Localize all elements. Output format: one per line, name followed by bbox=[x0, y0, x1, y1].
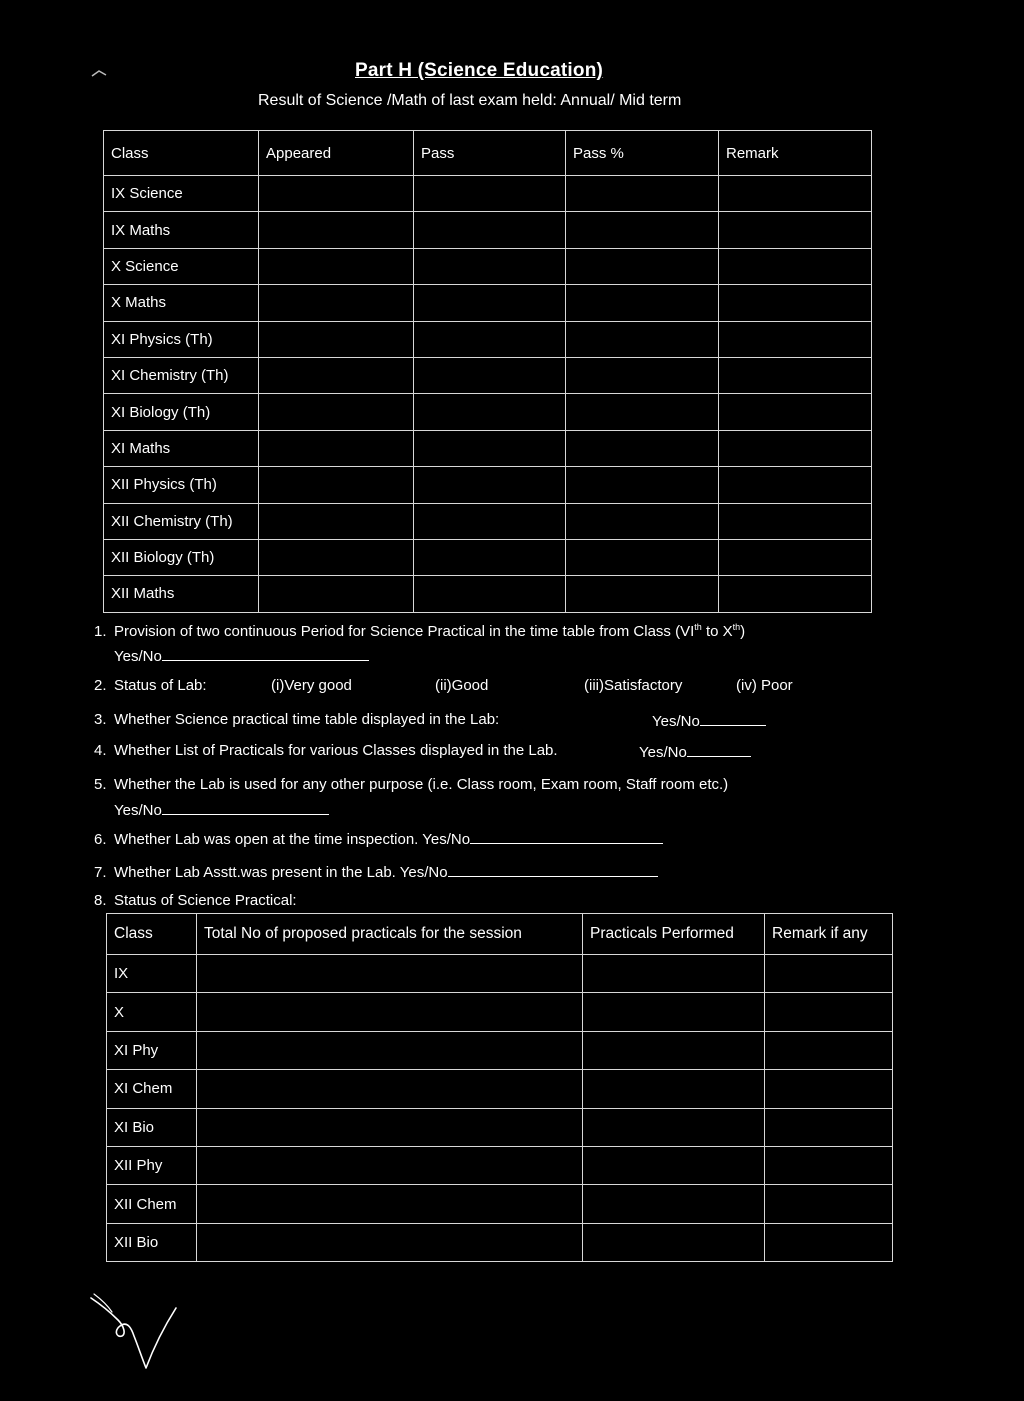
pass-percent-cell[interactable] bbox=[566, 357, 719, 393]
pass-cell[interactable] bbox=[414, 539, 566, 575]
table-row bbox=[107, 1146, 893, 1184]
row-class: XI Maths bbox=[104, 430, 259, 466]
remark-cell[interactable] bbox=[765, 1223, 893, 1261]
table-row bbox=[104, 357, 872, 393]
appeared-cell[interactable] bbox=[259, 394, 414, 430]
remark-cell[interactable] bbox=[765, 1185, 893, 1223]
question-3 bbox=[94, 711, 499, 728]
appeared-cell[interactable] bbox=[259, 321, 414, 357]
column-header-remark: Remark bbox=[719, 131, 872, 176]
question-8 bbox=[94, 892, 297, 909]
appeared-cell[interactable] bbox=[259, 503, 414, 539]
remark-cell[interactable] bbox=[765, 1146, 893, 1184]
table-row bbox=[104, 285, 872, 321]
performed-cell[interactable] bbox=[583, 1031, 765, 1069]
result-table bbox=[103, 130, 872, 613]
table-row bbox=[104, 394, 872, 430]
question-7 bbox=[94, 862, 658, 881]
appeared-cell[interactable] bbox=[259, 285, 414, 321]
pass-cell[interactable] bbox=[414, 503, 566, 539]
table-row bbox=[107, 993, 893, 1031]
pass-percent-cell[interactable] bbox=[566, 176, 719, 212]
question-number: 1. bbox=[94, 623, 107, 640]
appeared-cell[interactable] bbox=[259, 467, 414, 503]
performed-cell[interactable] bbox=[583, 1108, 765, 1146]
remark-cell[interactable] bbox=[765, 1108, 893, 1146]
total-proposed-cell[interactable] bbox=[197, 1031, 583, 1069]
total-proposed-cell[interactable] bbox=[197, 1108, 583, 1146]
row-class: XII Chem bbox=[107, 1185, 197, 1223]
column-header-pass: Pass bbox=[414, 131, 566, 176]
table-row bbox=[104, 176, 872, 212]
row-class: X bbox=[107, 993, 197, 1031]
total-proposed-cell[interactable] bbox=[197, 993, 583, 1031]
pass-percent-cell[interactable] bbox=[566, 248, 719, 284]
question-6 bbox=[94, 829, 663, 848]
table-row bbox=[104, 576, 872, 612]
column-header-class: Class bbox=[104, 131, 259, 176]
table-row bbox=[104, 248, 872, 284]
option-very-good[interactable]: (i)Very good bbox=[271, 677, 352, 694]
question-number: 2. bbox=[94, 677, 107, 694]
option-satisfactory[interactable]: (iii)Satisfactory bbox=[584, 677, 683, 694]
pass-percent-cell[interactable] bbox=[566, 430, 719, 466]
performed-cell[interactable] bbox=[583, 1185, 765, 1223]
table-row bbox=[104, 430, 872, 466]
pass-percent-cell[interactable] bbox=[566, 285, 719, 321]
row-class: XI Biology (Th) bbox=[104, 394, 259, 430]
question-1-text-b: to X bbox=[701, 623, 733, 640]
appeared-cell[interactable] bbox=[259, 357, 414, 393]
pass-cell[interactable] bbox=[414, 248, 566, 284]
total-proposed-cell[interactable] bbox=[197, 1185, 583, 1223]
remark-cell[interactable] bbox=[719, 248, 872, 284]
table-row bbox=[107, 955, 893, 993]
column-header-appeared: Appeared bbox=[259, 131, 414, 176]
option-poor[interactable]: (iv) Poor bbox=[736, 677, 793, 694]
total-proposed-cell[interactable] bbox=[197, 1223, 583, 1261]
option-good[interactable]: (ii)Good bbox=[435, 677, 489, 694]
remark-cell[interactable] bbox=[719, 212, 872, 248]
question-5-answer bbox=[114, 800, 329, 819]
performed-cell[interactable] bbox=[583, 1223, 765, 1261]
question-2 bbox=[94, 677, 207, 694]
row-class: IX Maths bbox=[104, 212, 259, 248]
handwritten-signature-icon bbox=[88, 1290, 198, 1380]
remark-cell[interactable] bbox=[719, 430, 872, 466]
superscript-th: th bbox=[732, 622, 741, 632]
performed-cell[interactable] bbox=[583, 993, 765, 1031]
table-row bbox=[104, 321, 872, 357]
performed-cell[interactable] bbox=[583, 1070, 765, 1108]
question-4-text: Whether List of Practicals for various Classes displayed in the Lab. bbox=[114, 742, 558, 759]
scan-mark-icon bbox=[91, 68, 107, 78]
pass-cell[interactable] bbox=[414, 430, 566, 466]
superscript-th: th bbox=[694, 622, 702, 632]
row-class: XII Chemistry (Th) bbox=[104, 503, 259, 539]
question-number: 6. bbox=[94, 831, 107, 848]
question-3-answer bbox=[652, 711, 766, 730]
practical-status-table bbox=[106, 913, 893, 1262]
remark-cell[interactable] bbox=[719, 503, 872, 539]
question-3-text: Whether Science practical time table displayed in the Lab: bbox=[114, 711, 500, 728]
remark-cell[interactable] bbox=[719, 321, 872, 357]
question-number: 4. bbox=[94, 742, 107, 759]
row-class: X Science bbox=[104, 248, 259, 284]
answer-blank[interactable] bbox=[162, 646, 369, 661]
total-proposed-cell[interactable] bbox=[197, 1070, 583, 1108]
question-number: 5. bbox=[94, 776, 107, 793]
row-class: IX bbox=[107, 955, 197, 993]
table-row bbox=[104, 212, 872, 248]
appeared-cell[interactable] bbox=[259, 176, 414, 212]
question-5 bbox=[94, 776, 728, 793]
question-number: 8. bbox=[94, 892, 107, 909]
pass-percent-cell[interactable] bbox=[566, 539, 719, 575]
pass-cell[interactable] bbox=[414, 285, 566, 321]
pass-cell[interactable] bbox=[414, 176, 566, 212]
question-1 bbox=[94, 622, 745, 640]
pass-percent-cell[interactable] bbox=[566, 467, 719, 503]
remark-cell[interactable] bbox=[765, 993, 893, 1031]
pass-cell[interactable] bbox=[414, 576, 566, 612]
page-subtitle: Result of Science /Math of last exam held: Annual/ Mid term bbox=[258, 92, 682, 109]
remark-cell[interactable] bbox=[719, 285, 872, 321]
table-row bbox=[107, 1108, 893, 1146]
pass-cell[interactable] bbox=[414, 212, 566, 248]
row-class: XI Chem bbox=[107, 1070, 197, 1108]
pass-percent-cell[interactable] bbox=[566, 576, 719, 612]
column-header-pass-percent: Pass % bbox=[566, 131, 719, 176]
pass-cell[interactable] bbox=[414, 321, 566, 357]
question-2-text: Status of Lab: bbox=[114, 677, 207, 694]
total-proposed-cell[interactable] bbox=[197, 1146, 583, 1184]
question-1-answer bbox=[114, 646, 369, 665]
performed-cell[interactable] bbox=[583, 955, 765, 993]
question-number: 3. bbox=[94, 711, 107, 728]
column-header-remark: Remark if any bbox=[765, 914, 893, 955]
table-row bbox=[107, 1031, 893, 1069]
column-header-total-proposed: Total No of proposed practicals for the session bbox=[197, 914, 583, 955]
row-class: XII Maths bbox=[104, 576, 259, 612]
remark-cell[interactable] bbox=[765, 1070, 893, 1108]
table-row bbox=[107, 1185, 893, 1223]
question-4 bbox=[94, 742, 558, 759]
answer-blank[interactable] bbox=[700, 711, 766, 726]
appeared-cell[interactable] bbox=[259, 248, 414, 284]
pass-cell[interactable] bbox=[414, 357, 566, 393]
question-5-text: Whether the Lab is used for any other purpose (i.e. Class room, Exam room, Staff room etc.) bbox=[114, 776, 729, 793]
row-class: XI Bio bbox=[107, 1108, 197, 1146]
appeared-cell[interactable] bbox=[259, 539, 414, 575]
table-row bbox=[104, 467, 872, 503]
appeared-cell[interactable] bbox=[259, 576, 414, 612]
row-class: XI Physics (Th) bbox=[104, 321, 259, 357]
row-class: XII Phy bbox=[107, 1146, 197, 1184]
pass-cell[interactable] bbox=[414, 467, 566, 503]
row-class: IX Science bbox=[104, 176, 259, 212]
column-header-class: Class bbox=[107, 914, 197, 955]
row-class: XI Chemistry (Th) bbox=[104, 357, 259, 393]
performed-cell[interactable] bbox=[583, 1146, 765, 1184]
appeared-cell[interactable] bbox=[259, 212, 414, 248]
answer-blank[interactable] bbox=[162, 800, 329, 815]
question-7-text: Whether Lab Asstt.was present in the Lab. Yes/No bbox=[114, 864, 448, 881]
pass-percent-cell[interactable] bbox=[566, 321, 719, 357]
table-row bbox=[107, 1070, 893, 1108]
question-4-answer bbox=[639, 742, 751, 761]
remark-cell[interactable] bbox=[765, 955, 893, 993]
answer-label: Yes/No bbox=[652, 713, 700, 730]
answer-label: Yes/No bbox=[114, 802, 162, 819]
answer-blank[interactable] bbox=[448, 862, 658, 877]
row-class: XI Phy bbox=[107, 1031, 197, 1069]
remark-cell[interactable] bbox=[719, 357, 872, 393]
question-8-text: Status of Science Practical: bbox=[114, 892, 297, 909]
remark-cell[interactable] bbox=[719, 539, 872, 575]
remark-cell[interactable] bbox=[719, 467, 872, 503]
answer-blank[interactable] bbox=[470, 829, 663, 844]
question-1-text-c: ) bbox=[740, 623, 746, 640]
answer-label: Yes/No bbox=[114, 648, 162, 665]
table-row bbox=[104, 539, 872, 575]
question-number: 7. bbox=[94, 864, 107, 881]
table-row bbox=[107, 1223, 893, 1261]
page-title: Part H (Science Education) bbox=[355, 60, 604, 81]
remark-cell[interactable] bbox=[719, 394, 872, 430]
question-6-text: Whether Lab was open at the time inspection. Yes/No bbox=[114, 831, 471, 848]
answer-label: Yes/No bbox=[639, 744, 687, 761]
total-proposed-cell[interactable] bbox=[197, 955, 583, 993]
row-class: XII Bio bbox=[107, 1223, 197, 1261]
row-class: X Maths bbox=[104, 285, 259, 321]
row-class: XII Biology (Th) bbox=[104, 539, 259, 575]
remark-cell[interactable] bbox=[719, 576, 872, 612]
column-header-performed: Practicals Performed bbox=[583, 914, 765, 955]
pass-percent-cell[interactable] bbox=[566, 503, 719, 539]
result-table-header bbox=[104, 131, 872, 176]
row-class: XII Physics (Th) bbox=[104, 467, 259, 503]
question-1-text-a: Provision of two continuous Period for Science Practical in the time table from Class (VI bbox=[114, 623, 695, 640]
remark-cell[interactable] bbox=[765, 1031, 893, 1069]
remark-cell[interactable] bbox=[719, 176, 872, 212]
table-row bbox=[104, 503, 872, 539]
pass-percent-cell[interactable] bbox=[566, 394, 719, 430]
pass-cell[interactable] bbox=[414, 394, 566, 430]
appeared-cell[interactable] bbox=[259, 430, 414, 466]
pass-percent-cell[interactable] bbox=[566, 212, 719, 248]
answer-blank[interactable] bbox=[687, 742, 751, 757]
practical-table-header bbox=[107, 914, 893, 955]
